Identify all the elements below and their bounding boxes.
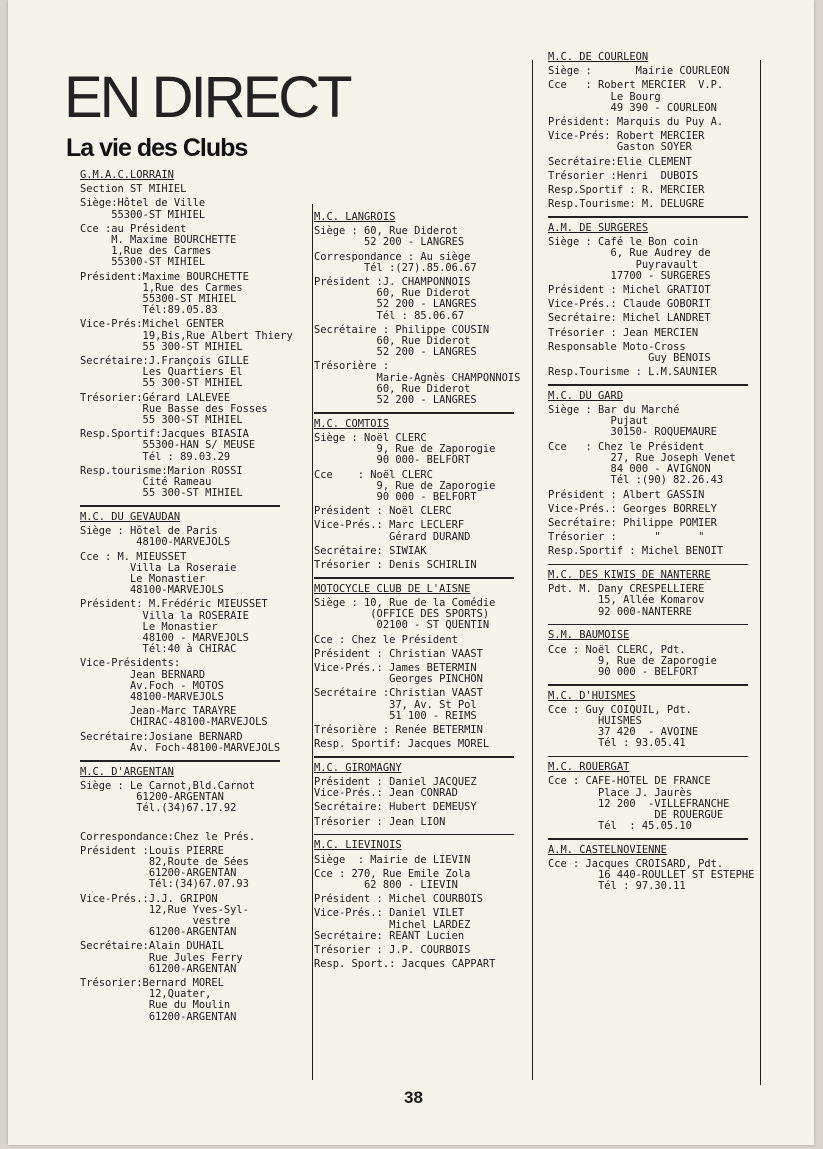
club-detail <box>80 658 308 703</box>
club-entry <box>80 170 308 499</box>
club-detail <box>548 171 766 182</box>
detail-line: Président:Maxime BOURCHETTE <box>80 270 249 283</box>
detail-line: 55300-ST MIHIEL <box>80 208 206 221</box>
detail-line: Secrétaire: Philippe POMIER <box>548 516 717 529</box>
detail-line: Président: Marquis du Puy A. <box>548 116 724 129</box>
detail-line: 60, Rue Diderot <box>314 382 471 395</box>
detail-line: 16 440-ROULLET ST ESTEPHE <box>548 869 755 882</box>
club-detail <box>548 342 766 364</box>
detail-line: Rue Basse des Fosses <box>80 402 268 415</box>
detail-line: Resp.Sportif : Michel BENOIT <box>548 545 724 558</box>
detail-line: 1,Rue des Carmes <box>80 281 243 294</box>
detail-line: Resp.Sportif:Jacques BIASIA <box>80 428 249 441</box>
detail-line: Marie-Agnès CHAMPONNOIS <box>314 371 521 384</box>
detail-line: 55300-HAN S/ MEUSE <box>80 439 256 452</box>
magazine-page <box>8 0 814 1145</box>
detail-line: 55300-ST MIHIEL <box>80 293 237 306</box>
club-detail <box>548 66 766 77</box>
detail-line: Gérard DURAND <box>314 530 471 543</box>
detail-line: Vice-Prés:Michel GENTER <box>80 318 224 331</box>
club-separator <box>548 684 748 686</box>
detail-line: Tél : 89.03.29 <box>80 450 231 463</box>
club-detail <box>314 520 524 542</box>
detail-line: Cce : M. MIEUSSET <box>80 550 187 563</box>
club-detail <box>80 526 308 548</box>
club-detail <box>314 649 524 660</box>
club-detail <box>80 552 308 597</box>
detail-line: 52 200 - LANGRES <box>314 346 477 359</box>
club-detail <box>548 776 766 832</box>
detail-line: 90 000 - BELFORT <box>314 490 477 503</box>
club-detail <box>314 635 524 646</box>
club-separator <box>80 505 280 507</box>
detail-line <box>80 817 308 828</box>
detail-line: Secrétaire:J.François GILLE <box>80 355 249 368</box>
detail-line: Siège : Noël CLERC <box>314 431 427 444</box>
detail-line: Tél : 45.05.10 <box>548 820 692 833</box>
detail-line: Siège : 10, Rue de la Comédie <box>314 596 496 609</box>
club-detail <box>314 598 524 632</box>
detail-line: Resp. Sport.: Jacques CAPPART <box>314 958 496 971</box>
club-detail <box>314 433 524 467</box>
detail-line: 51 100 - REIMS <box>314 709 477 722</box>
club-detail <box>314 277 524 322</box>
detail-line: Vice-Prés.: Georges BORRELY <box>548 502 717 515</box>
club-detail <box>548 584 766 618</box>
club-detail <box>80 978 308 1023</box>
detail-line: Secrétaire :Christian VAAST <box>314 687 483 700</box>
club-entry <box>314 212 524 406</box>
detail-line: 48100-MARVEJOLS <box>80 691 224 704</box>
club-detail <box>314 226 524 248</box>
club-detail <box>80 224 308 269</box>
club-detail <box>314 252 524 274</box>
detail-line: Guy BENOIS <box>548 351 711 364</box>
club-detail <box>80 781 308 815</box>
detail-line: Trésorier:Gérard LALEVEE <box>80 391 231 404</box>
club-detail <box>80 732 308 754</box>
club-detail <box>314 663 524 685</box>
detail-line: Rue Jules Ferry <box>80 951 243 964</box>
detail-line: Siège : Hôtel de Paris <box>80 525 218 538</box>
club-detail <box>80 894 308 939</box>
detail-line: 62 800 - LIEVIN <box>314 878 458 891</box>
detail-line: 55300-ST MIHIEL <box>80 256 206 269</box>
club-detail <box>314 894 524 905</box>
club-name: M.C. DU GARD <box>548 389 624 402</box>
detail-line: Georges PINCHON <box>314 673 483 686</box>
detail-line: 60, Rue Diderot <box>314 287 471 300</box>
detail-line: 82,Route de Sées <box>80 855 249 868</box>
detail-line: 9, Rue de Zaporogie <box>314 479 496 492</box>
detail-line: 27, Rue Joseph Venet <box>548 451 736 464</box>
detail-line: Tél.(34)67.17.92 <box>80 802 237 815</box>
detail-line: 55 300-ST MIHIEL <box>80 340 243 353</box>
club-entry <box>548 223 766 378</box>
club-detail <box>548 328 766 339</box>
club-name: S.M. BAUMOISE <box>548 629 630 642</box>
club-name: M.C. LANGROIS <box>314 211 396 223</box>
club-detail <box>80 832 308 843</box>
club-detail <box>548 532 766 543</box>
detail-line: 48100-MARVEJOLS <box>80 536 231 549</box>
detail-line: 55 300-ST MIHIEL <box>80 377 243 390</box>
detail-line: 61200-ARGENTAN <box>80 790 224 803</box>
club-detail <box>80 319 308 353</box>
detail-line: HUISMES <box>548 715 642 728</box>
detail-line: Vice-Présidents: <box>80 657 181 670</box>
detail-line: Vice-Prés.: Daniel VILET <box>314 907 465 920</box>
detail-line: Président : Christian VAAST <box>314 647 483 660</box>
club-name: M.C. LIEVINOIS <box>314 839 402 852</box>
club-detail <box>548 405 766 439</box>
detail-line: vestre <box>80 914 231 927</box>
detail-line: Trésorière : Renée BETERMIN <box>314 723 483 736</box>
detail-line: Cce : Chez le Président <box>548 440 705 453</box>
detail-line: Correspondance : Au siège <box>314 250 471 263</box>
detail-line: Vice-Prés.: Marc LECLERF <box>314 519 465 532</box>
detail-line: 30150- ROQUEMAURE <box>548 426 717 439</box>
detail-line: 48100-MARVEJOLS <box>80 584 224 597</box>
club-detail <box>548 117 766 128</box>
detail-line: Président : Noël CLERC <box>314 505 452 518</box>
detail-line: Siège : Le Carnot,Bld.Carnot <box>80 779 256 792</box>
club-detail <box>548 237 766 282</box>
club-detail <box>314 560 524 571</box>
detail-line: Secrétaire:Elie CLEMENT <box>548 155 692 168</box>
club-name: M.C. DU GEVAUDAN <box>80 510 181 523</box>
club-entry <box>548 630 766 678</box>
detail-line: Responsable Moto-Cross <box>548 340 686 353</box>
detail-line: Av. Foch-48100-MARVEJOLS <box>80 741 281 754</box>
detail-line: Siège : Café le Bon coin <box>548 236 699 249</box>
detail-line: 61200-ARGENTAN <box>80 926 237 939</box>
detail-line: 61200-ARGENTAN <box>80 1010 237 1023</box>
club-separator <box>314 577 514 579</box>
club-detail <box>548 490 766 501</box>
detail-line: Secrétaire:Alain DUHAIL <box>80 940 224 953</box>
club-detail <box>314 725 524 736</box>
detail-line: Correspondance:Chez le Prés. <box>80 830 256 843</box>
detail-line: 52 200 - LANGRES <box>314 236 465 249</box>
club-entry <box>314 763 524 828</box>
club-detail <box>80 356 308 390</box>
club-entry <box>314 840 524 970</box>
detail-line: 60, Rue Diderot <box>314 335 471 348</box>
club-detail <box>548 546 766 557</box>
club-detail <box>314 777 524 799</box>
detail-line: Cité Rameau <box>80 476 212 489</box>
club-column-1 <box>80 170 308 1023</box>
detail-line: Trésorier:Bernard MOREL <box>80 977 224 989</box>
club-detail <box>548 313 766 324</box>
column-divider <box>532 60 533 1080</box>
detail-line: 9, Rue de Zaporogie <box>314 443 496 456</box>
detail-line: 02100 - ST QUENTIN <box>314 619 490 632</box>
club-detail <box>80 466 308 500</box>
detail-line: Siège:Hôtel de Ville <box>80 197 206 210</box>
detail-line: Président : Albert GASSIN <box>548 488 705 501</box>
detail-line: Cce : Noël CLERC, Pdt. <box>548 643 686 656</box>
detail-line: Tél : 93.05.41 <box>548 737 686 750</box>
detail-line: 6, Rue Audrey de <box>548 247 711 260</box>
detail-line: Vice-Prés: Robert MERCIER <box>548 130 705 143</box>
club-name: M.C. DE COURLEON <box>548 51 649 63</box>
detail-line: 1,Rue des Carmes <box>80 245 212 258</box>
detail-line: Tél:89.05.83 <box>80 304 218 317</box>
detail-line: Cce : 270, Rue Emile Zola <box>314 867 471 880</box>
club-separator <box>314 834 514 836</box>
club-detail <box>314 361 524 406</box>
club-entry <box>548 762 766 832</box>
club-detail <box>548 80 766 114</box>
club-name: M.C. COMTOIS <box>314 417 390 430</box>
detail-line: 55 300-ST MIHIEL <box>80 414 243 427</box>
detail-line: 12,Quater, <box>80 988 212 1001</box>
detail-line: 9, Rue de Zaporogie <box>548 654 717 667</box>
club-separator <box>80 760 280 762</box>
detail-line: Secrétaire: SIWIAK <box>314 544 427 557</box>
detail-line: 55 300-ST MIHIEL <box>80 487 243 500</box>
club-detail <box>80 429 308 463</box>
detail-line: Cce : Chez le Président <box>314 633 458 646</box>
club-detail <box>314 802 524 813</box>
detail-line: Président : Michel COURBOIS <box>314 893 483 906</box>
club-name: MOTOCYCLE CLUB DE L'AISNE <box>314 582 471 595</box>
page-subtitle: La vie des Clubs <box>66 134 248 162</box>
club-detail <box>548 859 766 893</box>
column-divider <box>312 204 313 1080</box>
detail-line: Siège : Mairie de LIEVIN <box>314 853 471 866</box>
club-detail <box>548 131 766 153</box>
detail-line: Président :Louis PIERRE <box>80 844 224 857</box>
detail-line: Pdt. M. Dany CRESPELLIERE <box>548 583 705 596</box>
club-detail <box>314 739 524 750</box>
detail-line: Trésorier : J.P. COURBOIS <box>314 943 471 956</box>
club-detail <box>80 706 308 728</box>
detail-line: Tél :(90) 82.26.43 <box>548 474 724 487</box>
detail-line: Président : Michel GRATIOT <box>548 283 711 296</box>
detail-line: Tél : 85.06.67 <box>314 309 465 322</box>
detail-line: Rue du Moulin <box>80 999 231 1012</box>
club-name: M.C. D'HUISMES <box>548 689 636 702</box>
club-detail <box>80 817 308 828</box>
club-detail <box>314 869 524 891</box>
detail-line: Secrétaire:Josiane BERNARD <box>80 730 243 743</box>
detail-line: Trésorier : Denis SCHIRLIN <box>314 558 477 571</box>
detail-line: Siège : 60, Rue Diderot <box>314 225 458 238</box>
detail-line: Trésorier :Henri DUBOIS <box>548 169 699 182</box>
club-detail <box>314 945 524 956</box>
club-separator <box>548 384 748 386</box>
club-column-3 <box>548 52 766 893</box>
detail-line: (OFFICE DES SPORTS) <box>314 608 490 621</box>
club-entry <box>548 845 766 893</box>
detail-line: 61200-ARGENTAN <box>80 962 237 975</box>
detail-line: 12,Rue Yves-Syl- <box>80 903 249 916</box>
club-name: M.C. DES KIWIS DE NANTERRE <box>548 569 711 582</box>
detail-line: 48100 - MARVEJOLS <box>80 632 249 645</box>
club-separator <box>314 756 514 758</box>
detail-line: Gaston SOYER <box>548 141 692 154</box>
detail-line: 90 000 - BELFORT <box>548 665 699 678</box>
club-name: M.C. ROUERGAT <box>548 761 630 774</box>
detail-line: 84 000 - AVIGNON <box>548 463 711 476</box>
detail-line: Tél:40 à CHIRAC <box>80 643 237 656</box>
detail-line: 12 200 -VILLEFRANCHE <box>548 797 730 810</box>
detail-line: Cce : Jacques CROISARD, Pdt. <box>548 858 724 871</box>
club-entry <box>548 570 766 618</box>
detail-line: Cce :au Président <box>80 222 187 235</box>
detail-line: 90 000- BELFORT <box>314 454 471 467</box>
club-detail <box>314 688 524 722</box>
club-separator <box>548 624 748 626</box>
detail-line: Le Monastier <box>80 620 218 633</box>
club-detail <box>80 272 308 317</box>
detail-line: Vice-Prés.: Jean CONRAD <box>314 787 458 800</box>
club-detail <box>548 285 766 296</box>
detail-line: 49 390 - COURLEON <box>548 101 717 114</box>
club-entry <box>314 419 524 571</box>
club-detail <box>80 599 308 655</box>
club-separator <box>548 564 748 566</box>
detail-line: 92 000-NANTERRE <box>548 605 692 618</box>
club-separator <box>548 838 748 840</box>
detail-line: 52 200 - LANGRES <box>314 394 477 407</box>
detail-line: Trésorier : Jean LION <box>314 815 446 828</box>
detail-line: M. Maxime BOURCHETTE <box>80 234 237 247</box>
club-detail <box>80 184 308 195</box>
detail-line: Vice-Prés.: Claude GOBORIT <box>548 298 711 311</box>
club-detail <box>314 506 524 517</box>
detail-line: Tél:(34)67.07.93 <box>80 878 249 891</box>
detail-line: Trésorier : " " <box>548 531 705 544</box>
club-name: A.M. CASTELNOVIENNE <box>548 843 667 856</box>
club-separator <box>314 412 514 414</box>
detail-line: Jean-Marc TARAYRE <box>80 705 237 718</box>
detail-line: Resp.Tourisme : L.M.SAUNIER <box>548 366 717 379</box>
detail-line: Siège : Bar du Marché <box>548 404 680 417</box>
detail-line: CHIRAC-48100-MARVEJOLS <box>80 716 268 729</box>
club-entry <box>80 767 308 1023</box>
club-detail <box>548 185 766 196</box>
club-name: A.M. DE SURGERES <box>548 221 649 234</box>
club-separator <box>548 756 748 758</box>
detail-line: Le Bourg <box>548 90 661 103</box>
club-detail <box>80 941 308 975</box>
club-detail <box>314 959 524 970</box>
detail-line: Resp.Tourisme: M. DELUGRE <box>548 198 705 211</box>
detail-line: Trésorier : Jean MERCIEN <box>548 326 699 339</box>
club-detail <box>80 198 308 220</box>
detail-line: Président : Daniel JACQUEZ <box>314 776 477 789</box>
detail-line: Av.Foch - MOTOS <box>80 679 224 692</box>
detail-line: Puyravault <box>548 258 699 271</box>
detail-line: Section ST MIHIEL <box>80 183 187 196</box>
club-detail <box>80 846 308 891</box>
page-title: EN DIRECT <box>64 65 350 130</box>
club-entry <box>548 391 766 558</box>
detail-line: Le Monastier <box>80 573 206 585</box>
club-detail <box>548 299 766 310</box>
detail-line: Secrétaire: Michel LANDRET <box>548 312 711 325</box>
detail-line: Pujaut <box>548 415 649 428</box>
detail-line: Cce : Guy COIQUIL, Pdt. <box>548 703 692 716</box>
detail-line: Cce : Robert MERCIER V.P. <box>548 79 724 92</box>
club-detail <box>314 908 524 942</box>
club-detail <box>548 157 766 168</box>
club-detail <box>548 705 766 750</box>
detail-line: Cce : CAFE-HOTEL DE FRANCE <box>548 775 711 788</box>
club-detail <box>548 504 766 515</box>
detail-line: Cce : Noël CLERC <box>314 468 433 481</box>
club-detail <box>548 645 766 679</box>
detail-line: Président: M.Frédéric MIEUSSET <box>80 598 268 611</box>
club-name: M.C. GIROMAGNY <box>314 761 402 774</box>
detail-line: Les Quartiers El <box>80 366 243 379</box>
club-name: G.M.A.C.LORRAIN <box>80 169 174 181</box>
detail-line: 37, Av. St Pol <box>314 698 477 711</box>
detail-line: 19,Bis,Rue Albert Thiery <box>80 329 293 342</box>
detail-line: Vice-Prés.: James BETERMIN <box>314 661 477 674</box>
club-detail <box>314 817 524 828</box>
detail-line: Siège : Mairie COURLEON <box>548 65 730 78</box>
detail-line: Resp. Sportif: Jacques MOREL <box>314 738 490 751</box>
detail-line: Secrétaire : Philippe COUSIN <box>314 323 490 336</box>
detail-line: 17700 - SURGERES <box>548 269 711 282</box>
club-name: M.C. D'ARGENTAN <box>80 765 174 778</box>
detail-line: 61200-ARGENTAN <box>80 867 237 880</box>
detail-line: Trésorière : <box>314 360 390 373</box>
detail-line: 15, Allée Komarov <box>548 594 705 607</box>
club-detail <box>548 442 766 487</box>
club-entry <box>314 584 524 751</box>
club-detail <box>548 199 766 210</box>
detail-line: Vice-Prés.:J.J. GRIPON <box>80 892 218 905</box>
club-column-2 <box>314 212 524 970</box>
club-detail <box>314 325 524 359</box>
club-detail <box>314 546 524 557</box>
page-number: 38 <box>404 1088 423 1107</box>
detail-line: Secrétaire: Hubert DEMEUSY <box>314 801 477 814</box>
detail-line: Resp.tourisme:Marion ROSSI <box>80 464 243 477</box>
detail-line: Villa la ROSERAIE <box>80 609 249 622</box>
detail-line: Place J. Jaurès <box>548 786 692 799</box>
club-entry <box>80 512 308 754</box>
detail-line: 52 200 - LANGRES <box>314 298 477 311</box>
detail-line: Tél : 97.30.11 <box>548 880 686 893</box>
club-entry <box>548 52 766 210</box>
detail-line: Secrétaire: REANT Lucien <box>314 929 465 942</box>
detail-line: DE ROUERGUE <box>548 808 724 821</box>
club-separator <box>548 216 748 218</box>
detail-line: 37 420 - AVOINE <box>548 726 699 739</box>
detail-line: Tél :(27).85.06.67 <box>314 261 477 274</box>
club-detail <box>314 470 524 504</box>
detail-line: Villa La Roseraie <box>80 561 237 574</box>
detail-line: Jean BERNARD <box>80 668 206 681</box>
club-detail <box>80 393 308 427</box>
detail-line: Président :J. CHAMPONNOIS <box>314 276 471 289</box>
detail-line: Resp.Sportif : R. MERCIER <box>548 184 705 197</box>
detail-line: Michel LARDEZ <box>314 918 471 931</box>
club-detail <box>548 518 766 529</box>
club-entry <box>548 691 766 750</box>
club-detail <box>548 367 766 378</box>
club-detail <box>314 855 524 866</box>
